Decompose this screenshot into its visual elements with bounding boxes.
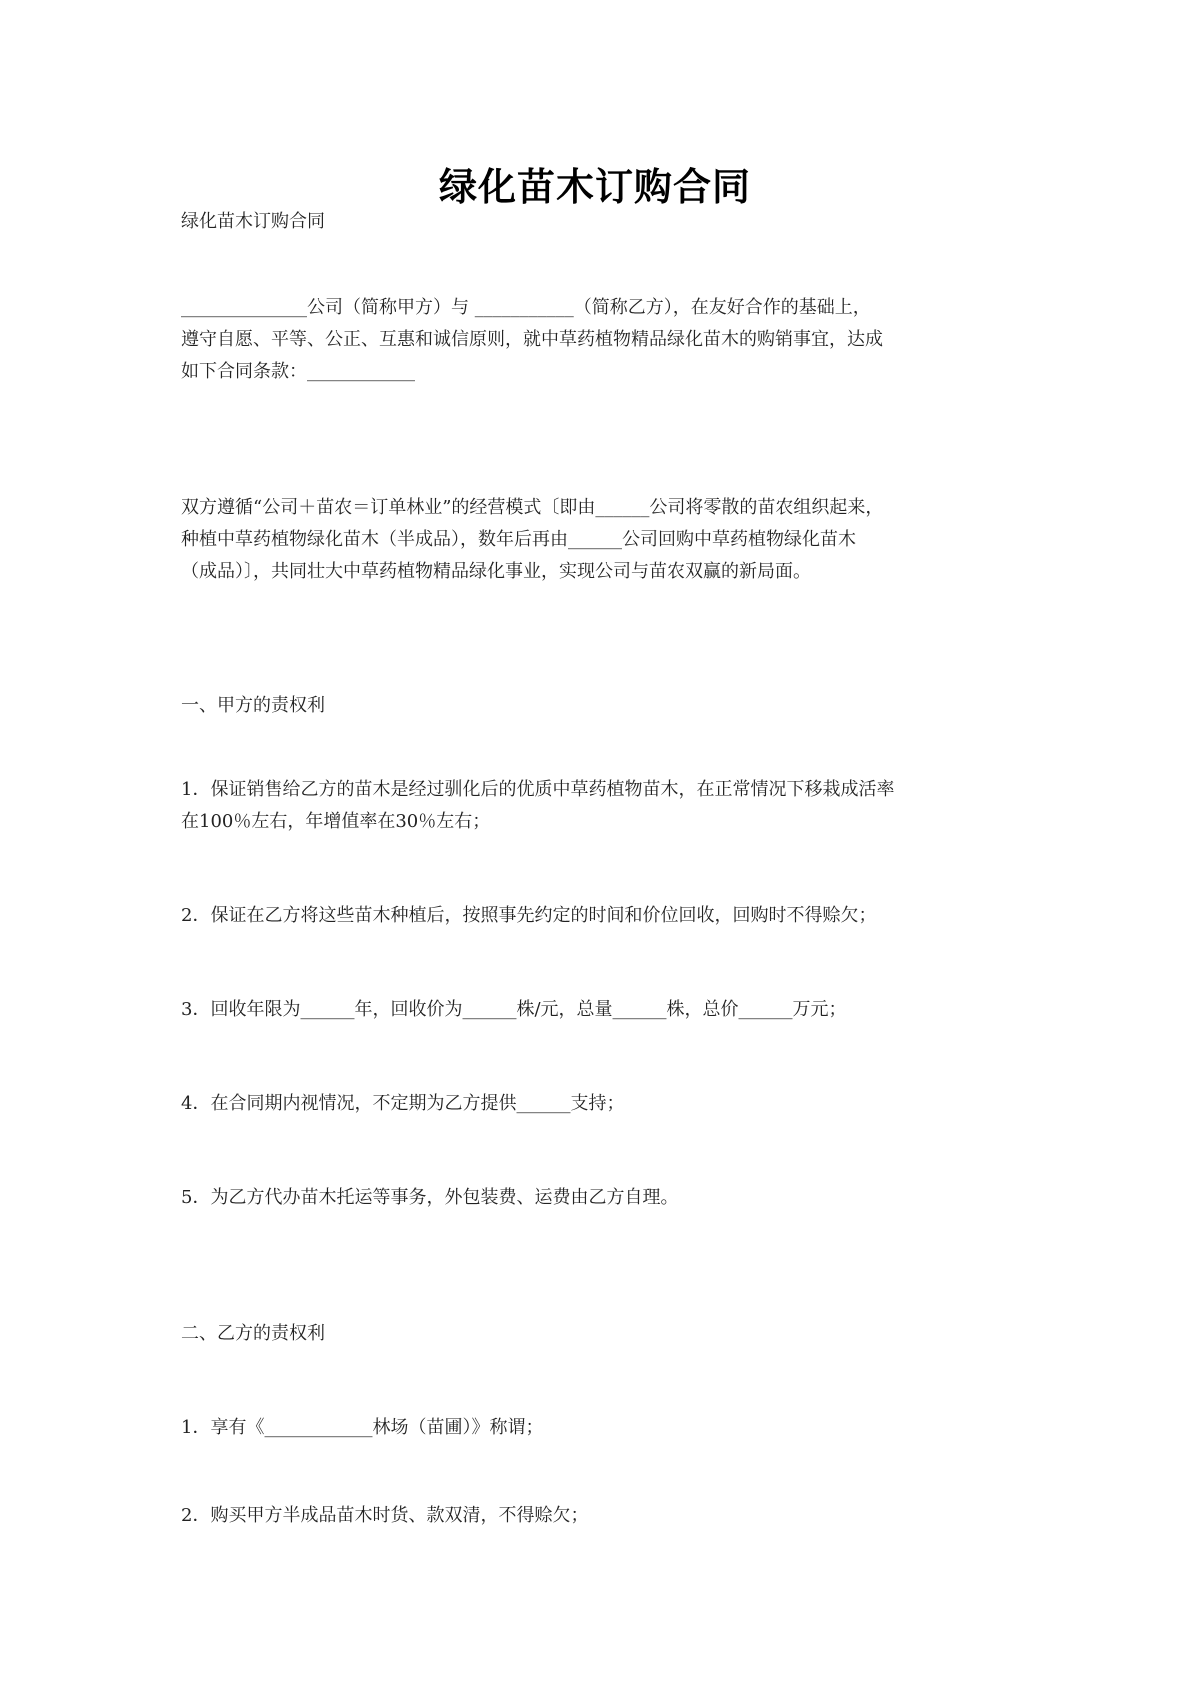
model-text: 公司将零散的苗农组织起来， [649,497,884,518]
model-line-3: （成品）〕，共同壮大中草药植物精品绿化事业，实现公司与苗农双赢的新局面。 [181,561,811,582]
quantity-blank[interactable]: ______ [612,999,667,1020]
section-1-item-2: 2．保证在乙方将这些苗木种植后，按照事先约定的时间和价位回收，回购时不得赊欠； [181,905,877,926]
model-text: 公司回购中草药植物绿化苗木 [622,529,856,550]
document-title: 绿化苗木订购合同 [438,165,751,209]
item-text: 支持； [570,1093,625,1114]
section-1-item-4 [181,1088,1021,1120]
item-text: 4．在合同期内视情况，不定期为乙方提供 [181,1093,517,1114]
document-subtitle: 绿化苗木订购合同 [181,211,325,232]
item-text: 3．回收年限为 [181,999,301,1020]
section-1-item-1 [181,774,1021,838]
intro-paragraph [181,292,1021,388]
price-blank[interactable]: ______ [462,999,517,1020]
years-blank[interactable]: ______ [300,999,355,1020]
section-2-item-2: 2．购买甲方半成品苗木时货、款双清，不得赊欠； [181,1505,589,1526]
item-text: 株/元，总量 [516,999,613,1020]
model-line-2 [181,524,1021,556]
terms-blank[interactable]: ____________ [307,361,415,382]
intro-text: 如下合同条款： [181,361,307,382]
intro-line-2: 遵守自愿、平等、公正、互惠和诚信原则，就中草药植物精品绿化苗木的购销事宜，达成 [181,329,883,350]
item-text: 1．保证销售给乙方的苗木是经过驯化后的优质中草药植物苗木，在正常情况下移栽成活率 [181,779,895,800]
section-1-item-5: 5．为乙方代办苗木托运等事务，外包装费、运费由乙方自理。 [181,1187,679,1208]
model-text: 种植中草药植物绿化苗木（半成品），数年后再由 [181,529,568,550]
item-text: 株，总价 [666,999,739,1020]
party-b-blank[interactable]: ___________ [474,297,574,318]
intro-line-1 [181,292,1021,324]
intro-line-3 [181,356,1021,388]
model-text: 双方遵循“公司＋苗农＝订单林业”的经营模式〔即由 [181,497,596,518]
business-model-paragraph [181,492,1021,588]
item-text: 1．享有《 [181,1417,265,1438]
forest-farm-blank[interactable]: ____________ [264,1417,373,1438]
item-text: 年，回收价为 [354,999,463,1020]
section-1-heading: 一、甲方的责权利 [181,695,325,716]
model-line-1 [181,492,1021,524]
total-price-blank[interactable]: ______ [738,999,793,1020]
support-blank[interactable]: ______ [516,1093,571,1114]
party-a-blank[interactable]: ______________ [181,297,307,318]
section-2-item-1 [181,1412,1021,1444]
company-blank[interactable]: ______ [595,497,650,518]
item-text: 林场（苗圃）》称谓； [372,1417,544,1438]
intro-text: 公司（简称甲方）与 [307,297,475,318]
section-2-heading: 二、乙方的责权利 [181,1323,325,1344]
section-1-item-3 [181,994,1021,1026]
item-text: 在100％左右，年增值率在30％左右； [181,811,491,832]
item-text: 万元； [792,999,847,1020]
company-blank[interactable]: ______ [568,529,622,550]
intro-text: （简称乙方），在友好合作的基础上， [573,297,871,318]
